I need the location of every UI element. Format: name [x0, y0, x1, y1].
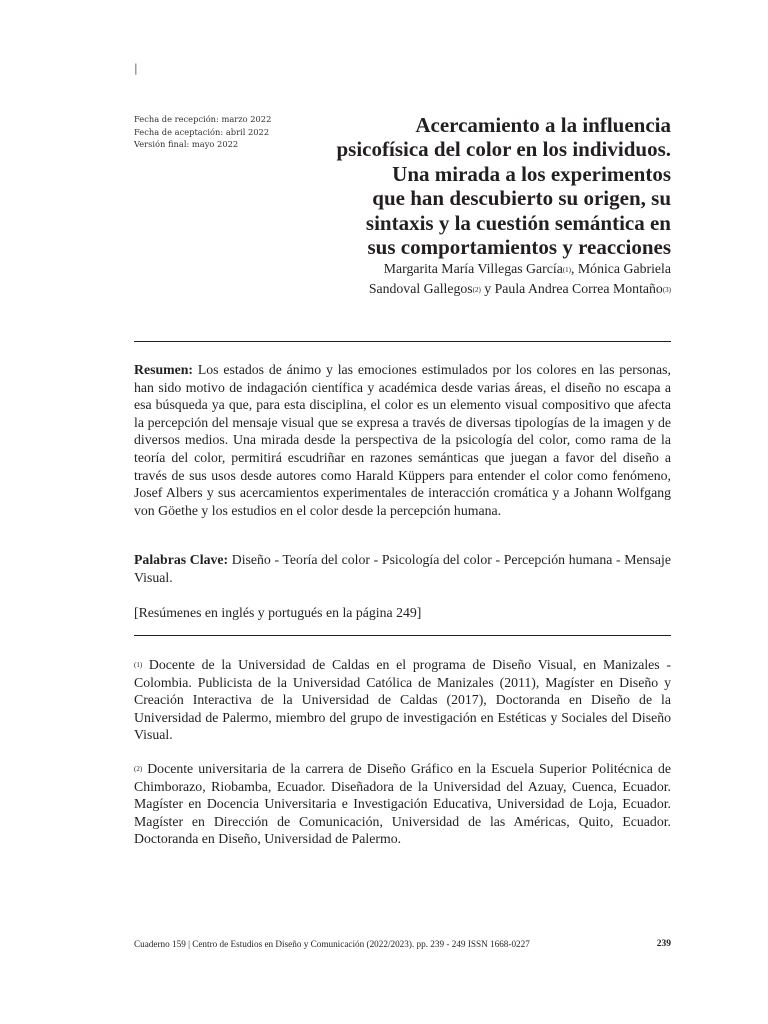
authors: [290, 259, 671, 299]
authors-line: [290, 279, 671, 299]
note-text: Docente universitaria de la carrera de Diseño Gráfico en la Escuela Superior Politécnica de Chimborazo, Riobamba, Ecuador. Diseñadora de la Universidad del Azuay, Cuenca, Ecuador. Magíster en Docencia Universitaria e Investigación Educativa, Universidad de Loja, Ecuador. Magíster en Dirección de Comunicación, Universidad de las Américas, Quito, Ecuador. Doctoranda en Diseño, Universidad de Palermo.: [134, 761, 671, 847]
abstract-text: Los estados de ánimo y las emociones estimulados por los colores en las personas, han sido motivo de indagación científica y académica desde varias áreas, el diseño no escapa a esa búsqueda ya que, para esta disciplina, el color es un elemento visual compositivo que afecta la percepción del mensaje visual que se expresa a través de diversas tipologías de la imagen y de diversos medios. Una mirada desde la perspectiva de la psicología del color, como rama de la teoría del color, permitirá escudriñar en razones semánticas que juegan a favor del diseño a través de sus usos desde autores como Harald Küppers para entender el color como fenómeno, Josef Albers y sus acercamientos experimentales de interacción cromática y a Johann Wolfgang von Göethe y los estudios en el color desde la percepción humana.: [134, 362, 671, 518]
title-line: psicofísica del color en los individuos.: [336, 137, 671, 162]
accepted-date: Fecha de aceptación: abril 2022: [134, 126, 270, 137]
note-text: Docente de la Universidad de Caldas en el programa de Diseño Visual, en Manizales - Colombia. Publicista de la Universidad Católica de Manizales (2011), Magíster en Diseño y Creación Interactiva de la Universidad de Caldas (2017), Doctoranda en Diseño de la Universidad de Palermo, miembro del grupo de investigación en Estéticas y Sociales del Diseño Visual.: [134, 657, 671, 743]
author-note-1: [134, 656, 671, 744]
note-mark: (2): [134, 765, 143, 773]
author-note-2: [134, 760, 671, 848]
divider: [134, 341, 671, 342]
abstract: [134, 361, 671, 519]
divider: [134, 635, 671, 636]
abstract-label: Resumen:: [134, 362, 194, 377]
received-date: Fecha de recepción: marzo 2022: [134, 114, 272, 124]
author-separator: , Mónica Gabriela: [571, 261, 671, 276]
author-name: Sandoval Gallegos: [368, 281, 473, 296]
summaries-note: [Resúmenes en inglés y portugués en la página 249]: [134, 605, 422, 620]
author-note-mark: (3): [662, 286, 671, 294]
author-note-mark: (2): [472, 286, 481, 294]
authors-line: [290, 259, 671, 279]
keywords-text: Diseño - Teoría del color - Psicología del color - Percepción humana - Mensaje Visual.: [134, 552, 672, 585]
final-version-date: Versión final: mayo 2022: [134, 139, 239, 149]
title-line: que han descubierto su origen, su: [372, 186, 671, 211]
margin-mark: |: [134, 62, 138, 75]
page-number: 239: [656, 939, 671, 949]
author-name: Margarita María Villegas García: [383, 261, 563, 276]
title-line: sus comportamientos y reacciones: [367, 235, 671, 260]
title-line: Una mirada a los experimentos: [392, 161, 671, 186]
keywords-label: Palabras Clave:: [134, 552, 229, 567]
keywords: [134, 551, 671, 586]
title-line: sintaxis y la cuestión semántica en: [365, 210, 671, 235]
author-separator: y Paula Andrea Correa Montaño: [480, 281, 663, 296]
note-mark: (1): [134, 661, 143, 669]
article-dates: [134, 113, 314, 151]
title-line: Acercamiento a la influencia: [415, 113, 671, 137]
author-note-mark: (1): [562, 266, 571, 274]
article-title: [290, 113, 671, 259]
footer-citation: Cuaderno 159 | Centro de Estudios en Diseño y Comunicación (2022/2023). pp. 239 - 249 ISSN 1668-0227: [134, 939, 530, 949]
page-footer: [134, 938, 671, 950]
